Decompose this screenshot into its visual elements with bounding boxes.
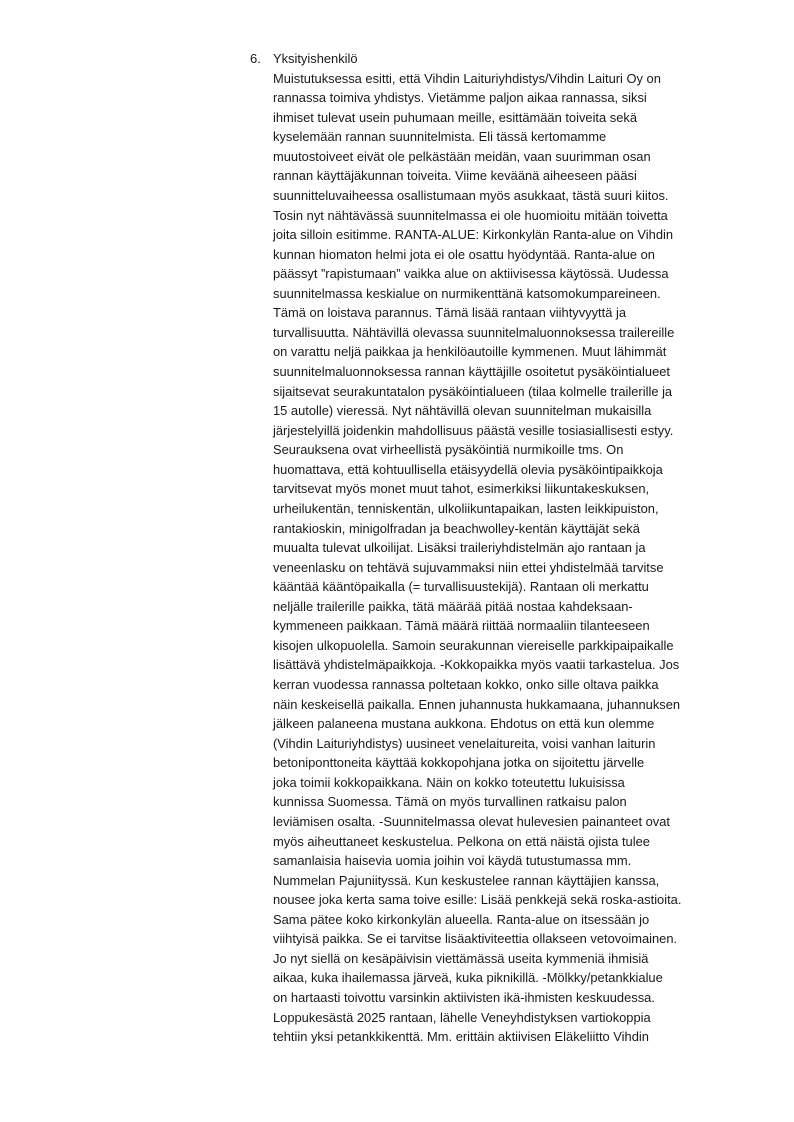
paragraph-line: ihmiset tulevat usein puhumaan meille, esittämään toiveita sekä [273, 109, 637, 125]
paragraph-line: Jo nyt siellä on kesäpäivisin viettämässä useita kymmeniä ihmisiä [273, 950, 649, 966]
paragraph-line: joita silloin esitimme. RANTA-ALUE: Kirkonkylän Ranta-alue on Vihdin [273, 227, 674, 243]
paragraph-line: kyselemään rannan suunnitelmista. Eli tässä kertomamme [273, 129, 607, 145]
paragraph-line: kymmeneen paikkaan. Tämä määrä riittää normaaliin tilanteeseen [273, 618, 650, 634]
paragraph-line: huomattava, että kohtuullisella etäisyydellä olevia pysäköintipaikkoja [273, 461, 663, 477]
paragraph [273, 69, 753, 1047]
paragraph-line: päässyt ”rapistumaan” vaikka alue on aktiivisessa käytössä. Uudessa [273, 266, 669, 282]
paragraph-line: on hartaasti toivottu varsinkin aktiivisten ikä-ihmisten keskuudessa. [273, 990, 655, 1005]
paragraph-line: joka toimii kokkopaikkana. Näin on kokko toteutettu lukuisissa [273, 774, 625, 790]
paragraph-line: kääntää kääntöpaikalla (= turvallisuustekijä). Rantaan oli merkattu [273, 579, 649, 595]
paragraph-line: kunnissa Suomessa. Tämä on myös turvallinen ratkaisu palon [273, 794, 627, 810]
paragraph-line: on varattu neljä paikkaa ja henkilöautoille kymmenen. Muut lähimmät [273, 344, 667, 360]
paragraph-line: suunnitteluvaiheessa osallistumaan myös asukkaat, tästä suuri kiitos. [273, 187, 669, 203]
paragraph-line: Nummelan Pajuniityssä. Kun keskustelee rannan käyttäjien kanssa, [273, 872, 660, 888]
paragraph-line: Tosin nyt nähtävässä suunnitelmassa ei ole huomioitu mitään toivetta [273, 207, 668, 223]
paragraph-line: (Vihdin Laituriyhdistys) uusineet venelaitureita, voisi vanhan laiturin [273, 735, 656, 751]
paragraph-line: järjestelyillä joidenkin mahdollisuus päästä vesille tosiasiallisesti estyy. [273, 422, 674, 438]
paragraph-line: rannan käyttäjäkunnan toiveita. Viime keväänä aiheeseen pääsi [273, 168, 637, 184]
paragraph-line: rannassa toimiva yhdistys. Vietämme paljon aikaa rannassa, siksi [273, 90, 647, 106]
paragraph-line: betoniponttoneita käyttää kokkopohjana jotka on sijoitettu järvelle [273, 755, 645, 771]
paragraph-line: leviämisen osalta. -Suunnitelmassa olevat hulevesien painanteet ovat [273, 813, 670, 829]
paragraph-line: tehtiin yksi petankkikenttä. Mm. erittäin aktiivisen Eläkeliitto Vihdin [273, 1029, 649, 1045]
paragraph-line: Muistutuksessa esitti, että Vihdin Laituriyhdistys/Vihdin Laituri Oy on [273, 70, 661, 86]
paragraph-line: Loppukesästä 2025 rantaan, lähelle Veneyhdistyksen vartiokoppia [273, 1009, 651, 1025]
paragraph-line: jälkeen palaneena mustana aukkona. Ehdotus on että kun olemme [273, 716, 655, 732]
paragraph-line: samanlaisia haisevia uomia joihin voi käydä tutustumassa mm. [273, 853, 632, 869]
paragraph-line: neljälle trailerille paikka, tätä määrää pitää nostaa kahdeksaan- [273, 598, 633, 614]
paragraph-line: näin keskeisellä paikalla. Ennen juhannusta hukkamaana, juhannuksen [273, 696, 681, 712]
item-heading: Yksityishenkilö [273, 51, 358, 66]
paragraph-line: Seurauksena ovat virheellistä pysäköintiä nurmikoille tms. On [273, 442, 624, 458]
list-item-number: 6. [250, 51, 261, 66]
paragraph-line: muutostoiveet eivät ole pelkästään meidän, vaan suurimman osan [273, 148, 651, 164]
paragraph-line: 15 autolle) vieressä. Nyt nähtävillä olevan suunnitelman mukaisilla [273, 403, 652, 419]
paragraph-line: tarvitsevat myös monet muut tahot, esimerkiksi liikuntakeskuksen, [273, 481, 650, 497]
paragraph-line: aikaa, kuka ihailemassa järveä, kuka piknikillä. -Mölkky/petankkialue [273, 970, 663, 986]
paragraph-line: nousee joka kerta sama toive esille: Lisää penkkejä sekä roska-astioita. [273, 892, 682, 908]
paragraph-line: kisojen ulkopuolella. Samoin seurakunnan viereiselle parkkipaipaikalle [273, 637, 674, 653]
paragraph-line: turvallisuutta. Nähtävillä olevassa suunnitelmaluonnoksessa trailereille [273, 324, 675, 340]
paragraph-line: viihtyisä paikka. Se ei tarvitse lisäaktiviteettia ollakseen vetovoimainen. [273, 931, 678, 947]
paragraph-line: kunnan hiomaton helmi jota ei ole osattu hyödyntää. Ranta-alue on [273, 246, 655, 262]
paragraph-line: veneenlasku on tehtävä sujuvammaksi niin ettei yhdistelmää tarvitse [273, 559, 664, 575]
list-item-body [273, 49, 753, 1047]
paragraph-line: suunnitelmassa keskialue on nurmikenttänä katsomokumpareineen. [273, 285, 661, 301]
paragraph-line: suunnitelmaluonnoksessa rannan käyttäjille osoitetut pysäköintialueet [273, 364, 670, 379]
paragraph-line: Sama pätee koko kirkonkylän alueella. Ranta-alue on itsessään jo [273, 911, 650, 927]
paragraph-line: sijaitsevat seurakuntatalon pysäköintialueen (tilaa kolmelle trailerille ja [273, 383, 673, 399]
paragraph-line: myös aiheuttaneet keskustelua. Pelkona on että näistä ojista tulee [273, 833, 650, 849]
paragraph-line: rantakioskin, minigolfradan ja beachwolley-kentän käyttäjät sekä [273, 520, 640, 536]
paragraph-line: urheilukentän, tenniskentän, ulkoliikuntapaikan, lasten leikkipuiston, [273, 500, 659, 516]
paragraph-line: muualta tulevat ulkoilijat. Lisäksi traileriyhdistelmän ajo rantaan ja [273, 540, 646, 556]
paragraph-line: kerran vuodessa rannassa poltetaan kokko, onko sille oltava paikka [273, 677, 659, 692]
paragraph-line: lisättävä yhdistelmäpaikkoja. -Kokkopaikka myös vaatii tarkastelua. Jos [273, 657, 680, 673]
paragraph-line: Tämä on loistava parannus. Tämä lisää rantaan viihtyvyyttä ja [273, 305, 627, 321]
